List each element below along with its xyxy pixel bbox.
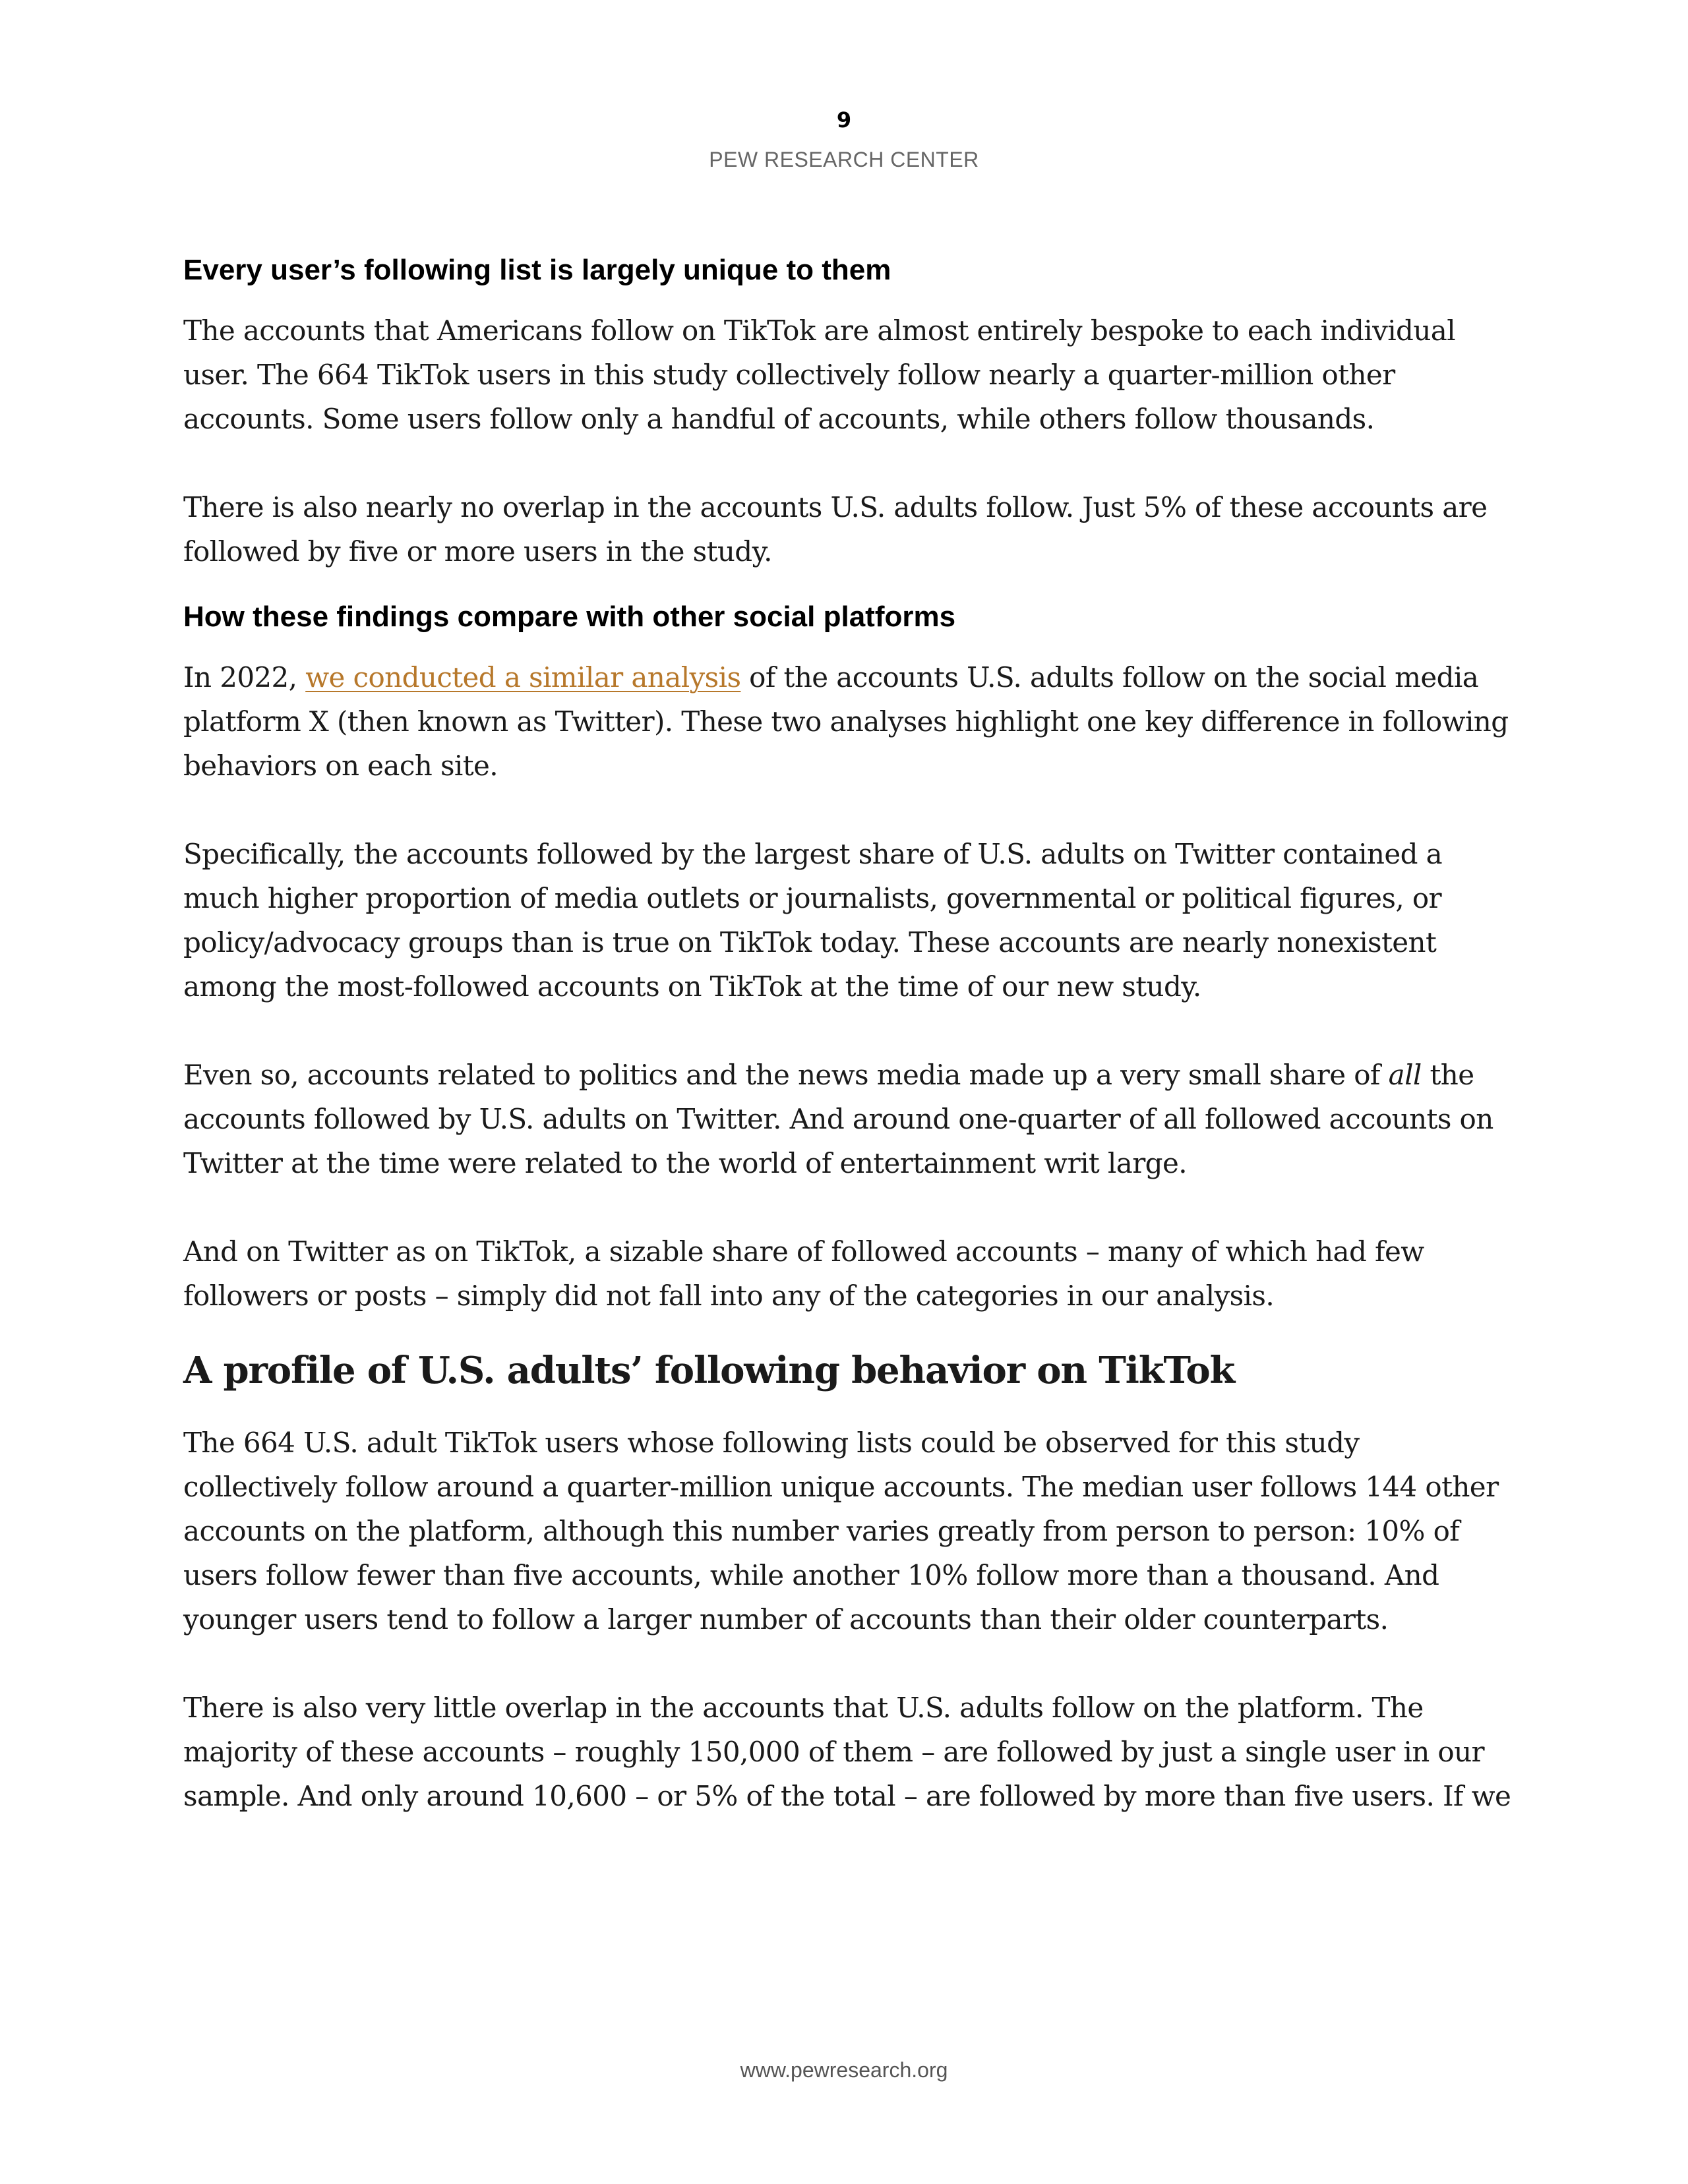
section-title-following-behavior: A profile of U.S. adults’ following behavior on TikTok <box>183 1349 1235 1392</box>
paragraph-text: In 2022, <box>183 661 306 694</box>
paragraph: The accounts that Americans follow on TikTok are almost entirely bespoke to each individual user. The 664 TikTok users in this study collectively follow nearly a quarter-million other accounts. Some users follow only a handful of accounts, while others follow thousands. <box>183 314 1456 435</box>
paragraph-text: of the accounts U.S. adults follow on the social media platform X (then known as Twitter). These two analyses highlight one key difference in following behaviors on each site. <box>183 661 1509 782</box>
similar-analysis-link[interactable]: we conducted a similar analysis <box>305 661 741 694</box>
page-number: 9 <box>836 107 852 133</box>
paragraph: Specifically, the accounts followed by the largest share of U.S. adults on Twitter contained a much higher proportion of media outlets or journalists, governmental or political figures, or policy/advocacy groups than is true on TikTok today. These accounts are nearly nonexistent among the most-followed accounts on TikTok at the time of our new study. <box>183 838 1443 1003</box>
paragraph <box>183 1053 1515 1185</box>
paragraph-text: the accounts followed by U.S. adults on Twitter. And around one-quarter of all followed accounts on Twitter at the time were related to the world of entertainment writ large. <box>183 1059 1493 1179</box>
paragraph: The 664 U.S. adult TikTok users whose following lists could be observed for this study collectively follow around a quarter-million unique accounts. The median user follows 144 other accounts on the platform, although this number varies greatly from person to person: 10% of users follow fewer than five accounts, while another 10% follow more than a thousand. And younger users tend to follow a larger number of accounts than their older counterparts. <box>183 1427 1499 1636</box>
footer-url: www.pewresearch.org <box>740 2058 948 2082</box>
section-heading-platform-comparison: How these findings compare with other social platforms <box>183 601 956 633</box>
paragraph <box>183 655 1515 788</box>
org-name: PEW RESEARCH CENTER <box>709 148 979 171</box>
paragraph: And on Twitter as on TikTok, a sizable share of followed accounts – many of which had few followers or posts – simply did not fall into any of the categories in our analysis. <box>183 1235 1424 1312</box>
paragraph-text: Even so, accounts related to politics and the news media made up a very small share of <box>183 1059 1389 1091</box>
emphasis-text: all <box>1388 1059 1422 1091</box>
section-heading-unique-lists: Every user’s following list is largely unique to them <box>183 254 891 286</box>
article-body <box>183 251 1515 1862</box>
paragraph: There is also nearly no overlap in the accounts U.S. adults follow. Just 5% of these accounts are followed by five or more users in the study. <box>183 491 1488 568</box>
paragraph: There is also very little overlap in the accounts that U.S. adults follow on the platform. The majority of these accounts – roughly 150,000 of them – are followed by just a single user in our sample. And only around 10,600 – or 5% of the total – are followed by more than five users. If we <box>183 1692 1511 1812</box>
